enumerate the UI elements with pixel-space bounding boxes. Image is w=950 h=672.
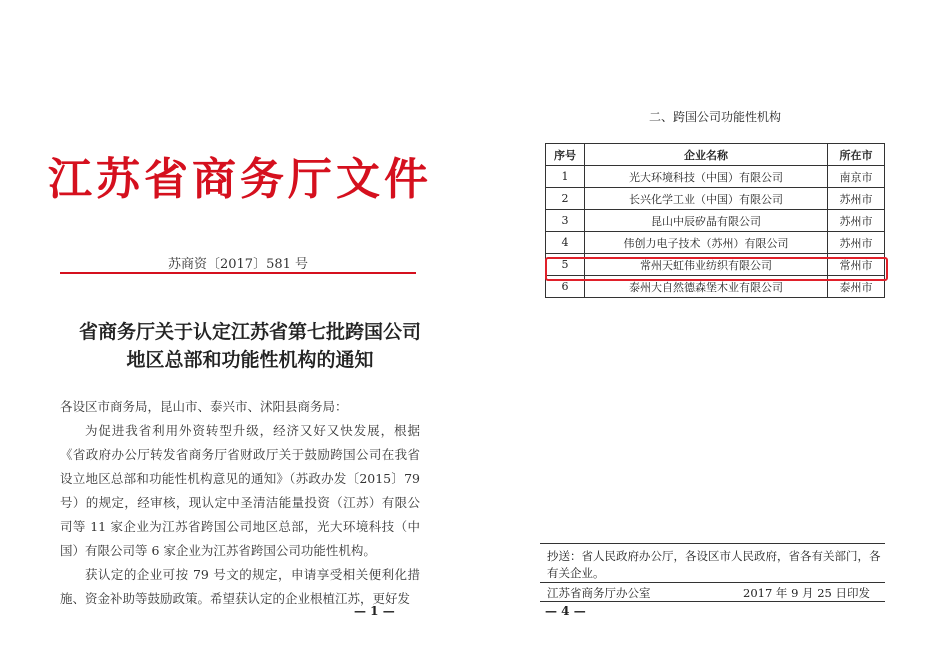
table-row	[546, 188, 885, 210]
cell-company: 昆山中辰矽晶有限公司	[585, 210, 828, 232]
header-company: 企业名称	[585, 144, 828, 166]
cell-seq: 3	[546, 210, 585, 232]
cell-company: 常州天虹伟业纺织有限公司	[585, 254, 828, 276]
cc-mid-rule	[540, 582, 885, 583]
cell-company: 长兴化学工业（中国）有限公司	[585, 188, 828, 210]
notice-body	[60, 395, 420, 611]
paragraph-1: 为促进我省利用外资转型升级，经济又好又快发展，根据《省政府办公厅转发省商务厅省财政厅关于鼓励跨国公司在我省设立地区总部和功能性机构意见的通知》（苏政办发〔2015〕79 号）的规定，经审核，现认定中圣清洁能量投资（江苏）有限公司等 11 家企业为江苏省跨国公司地区总部，光大环境科技（中国）有限公司等 6 家企业为江苏省跨国公司功能性机构。	[60, 423, 420, 558]
table-row	[546, 166, 885, 188]
cell-seq: 5	[546, 254, 585, 276]
cell-seq: 1	[546, 166, 585, 188]
issuer: 江苏省商务厅办公室	[547, 586, 651, 600]
cell-company: 泰州大自然德森堡木业有限公司	[585, 276, 828, 298]
table-row	[546, 210, 885, 232]
red-divider	[60, 272, 416, 274]
page-number-right: — 4 —	[545, 604, 586, 618]
addressees: 各设区市商务局，昆山市、泰兴市、沭阳县商务局：	[60, 399, 348, 414]
table-row	[546, 232, 885, 254]
cell-city: 常州市	[828, 254, 885, 276]
page-number-left: — 1 —	[354, 604, 395, 618]
cell-seq: 6	[546, 276, 585, 298]
document-number: 苏商资〔2017〕581 号	[167, 257, 309, 272]
right-page	[475, 0, 950, 672]
cell-city: 苏州市	[828, 232, 885, 254]
cc-bottom-rule	[540, 601, 885, 602]
document-header: 江苏省商务厅文件	[48, 154, 432, 205]
table-title: 二、跨国公司功能性机构	[648, 110, 781, 124]
cell-city: 苏州市	[828, 210, 885, 232]
notice-title-line1: 省商务厅关于认定江苏省第七批跨国公司	[78, 321, 421, 343]
paragraph-2: 获认定的企业可按 79 号文的规定，申请享受相关便利化措施、资金补助等鼓励政策。希望获认定的企业根植江苏，更好发	[60, 567, 420, 606]
cell-company: 光大环境科技（中国）有限公司	[585, 166, 828, 188]
row-highlight-box	[545, 257, 888, 281]
header-seq: 序号	[546, 144, 585, 166]
cell-seq: 4	[546, 232, 585, 254]
cell-city: 苏州市	[828, 188, 885, 210]
notice-title	[40, 318, 460, 374]
cc-top-rule	[540, 543, 885, 544]
cell-seq: 2	[546, 188, 585, 210]
cell-city: 南京市	[828, 166, 885, 188]
table-header-row	[546, 144, 885, 166]
cell-city: 泰州市	[828, 276, 885, 298]
header-city: 所在市	[828, 144, 885, 166]
cc-list: 抄送：省人民政府办公厅，各设区市人民政府，省各有关部门，各有关企业。	[547, 549, 881, 580]
issue-date: 2017 年 9 月 25 日印发	[743, 586, 870, 600]
notice-title-line2: 地区总部和功能性机构的通知	[126, 349, 374, 371]
cell-company: 伟创力电子技术（苏州）有限公司	[585, 232, 828, 254]
